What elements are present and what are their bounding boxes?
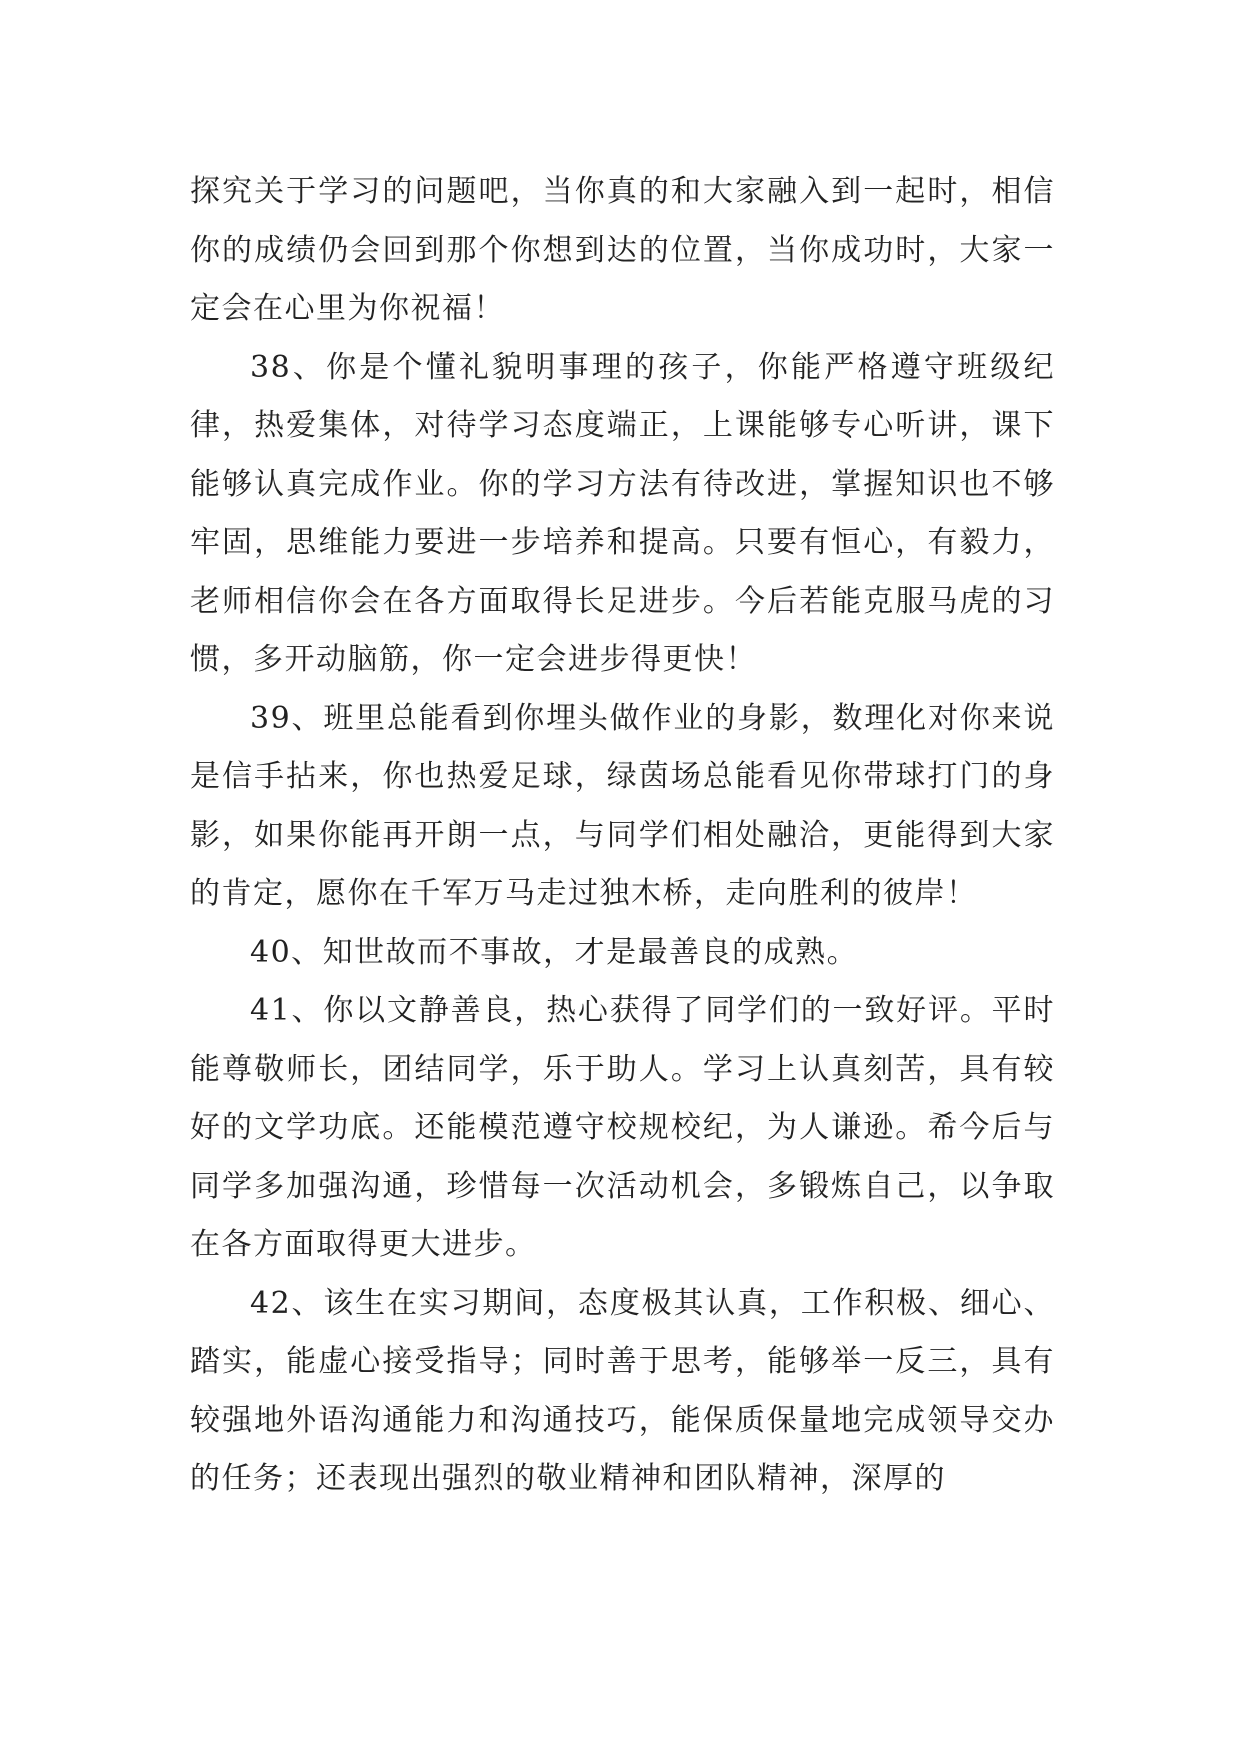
paragraph-41: 41、你以文静善良，热心获得了同学们的一致好评。平时能尊敬师长，团结同学，乐于助人。学习上认真刻苦，具有较好的文学功底。还能模范遵守校规校纪，为人谦逊。希今后与同学多加强沟通，珍惜每一次活动机会，多锻炼自己，以争取在各方面取得更大进步。: [190, 993, 1055, 1262]
paragraph-42: 42、该生在实习期间，态度极其认真，工作积极、细心、踏实，能虚心接受指导；同时善于思考，能够举一反三，具有较强地外语沟通能力和沟通技巧，能保质保量地完成领导交办的任务；还表现出强烈的敬业精神和团队精神，深厚的: [190, 1285, 1055, 1496]
paragraph-38: 38、你是个懂礼貌明事理的孩子，你能严格遵守班级纪律，热爱集体，对待学习态度端正，上课能够专心听讲，课下能够认真完成作业。你的学习方法有待改进，掌握知识也不够牢固，思维能力要进一步培养和提高。只要有恒心，有毅力，老师相信你会在各方面取得长足进步。今后若能克服马虎的习惯，多开动脑筋，你一定会进步得更快！: [190, 349, 1055, 677]
paragraph-39: 39、班里总能看到你埋头做作业的身影，数理化对你来说是信手拈来，你也热爱足球，绿茵场总能看见你带球打门的身影，如果你能再开朗一点，与同学们相处融洽，更能得到大家的肯定，愿你在千军万马走过独木桥，走向胜利的彼岸！: [190, 700, 1055, 911]
paragraph-continuation: 探究关于学习的问题吧，当你真的和大家融入到一起时，相信你的成绩仍会回到那个你想到达的位置，当你成功时，大家一定会在心里为你祝福！: [190, 174, 1055, 326]
paragraph-40: 40、知世故而不事故，才是最善良的成熟。: [250, 934, 859, 970]
document-body: [190, 163, 1055, 1509]
